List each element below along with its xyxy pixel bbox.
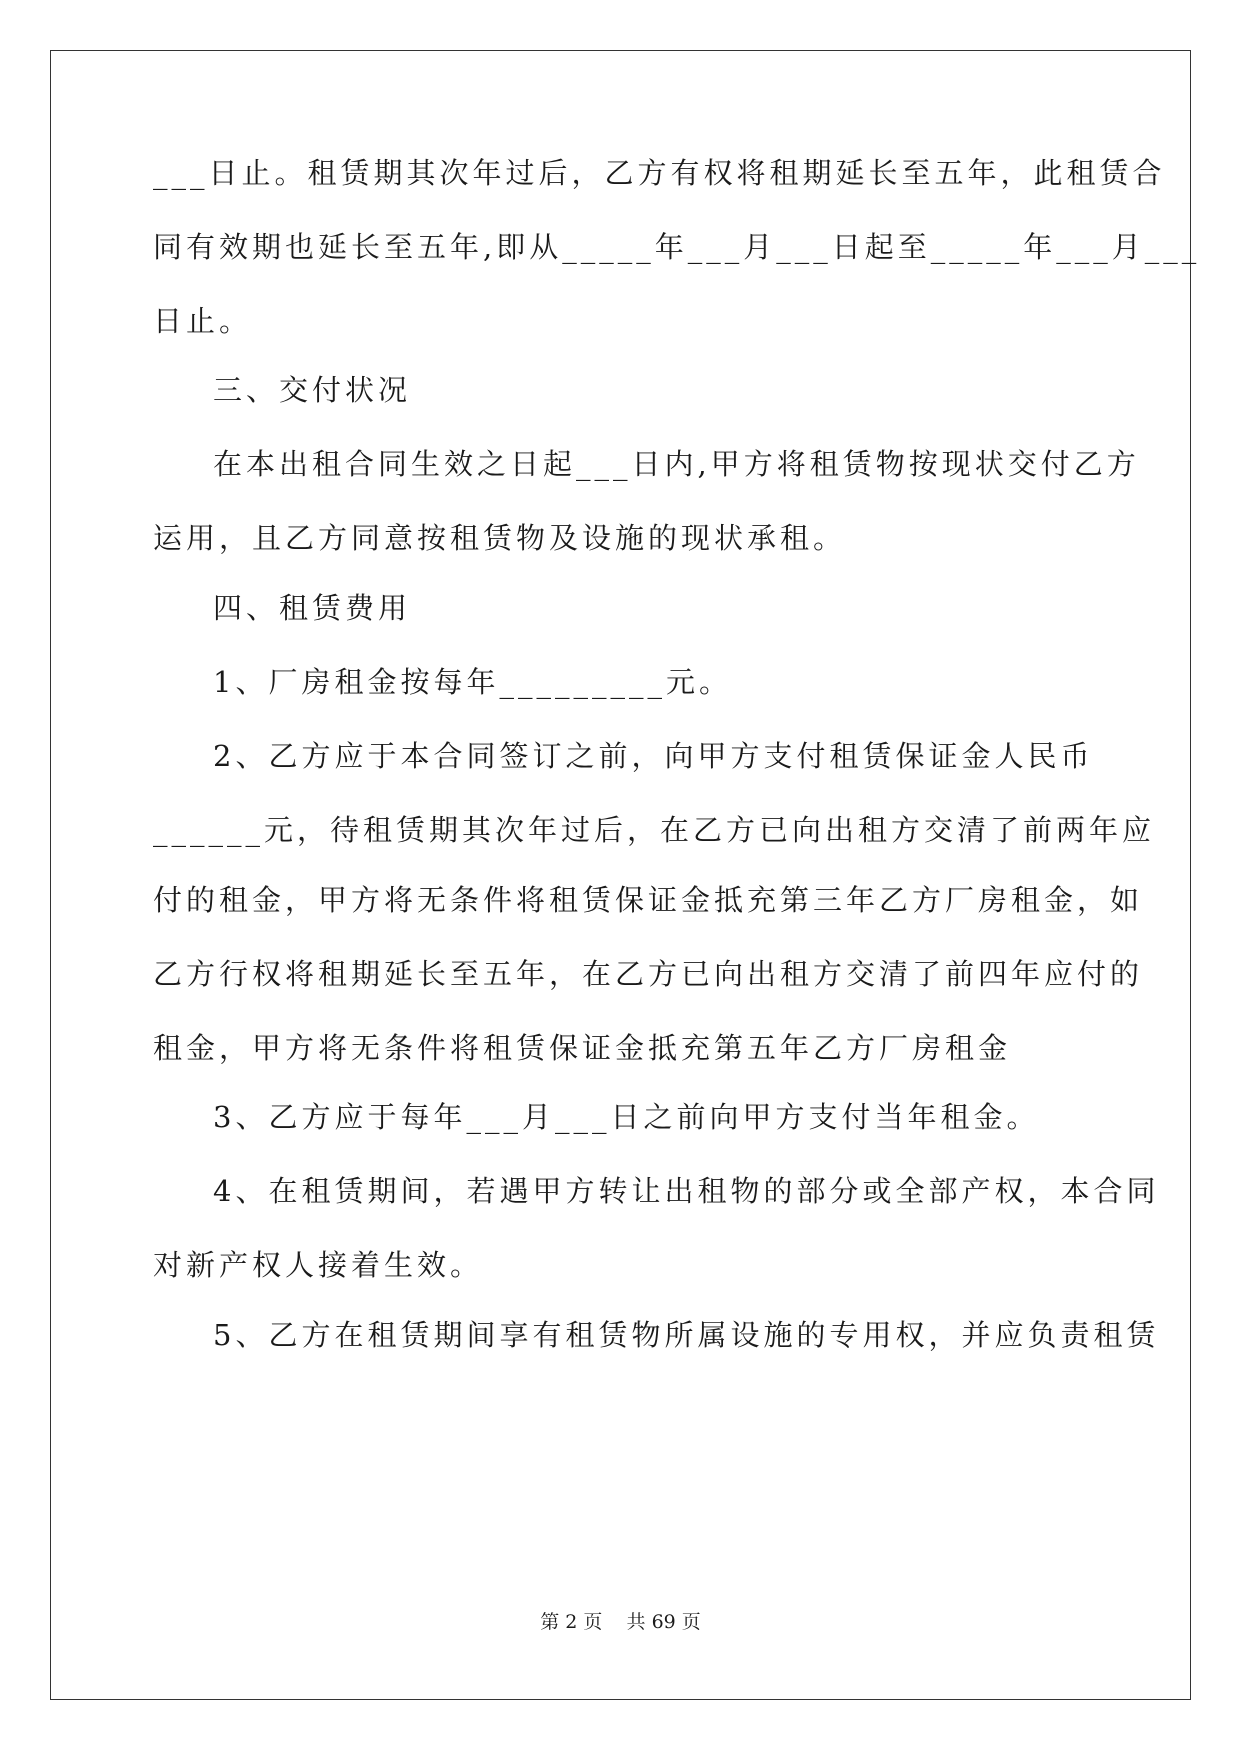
paragraph-line: 4、在租赁期间，若遇甲方转让出租物的部分或全部产权，本合同 xyxy=(213,1174,1160,1208)
section-heading: 四、租赁费用 xyxy=(213,591,412,625)
paragraph-line: 日止。 xyxy=(153,304,253,338)
paragraph-line: 运用，且乙方同意按租赁物及设施的现状承租。 xyxy=(153,521,847,555)
page-border xyxy=(50,50,1201,1700)
paragraph-line: 同有效期也延长至五年,即从_____年___月___日起至_____年___月___ xyxy=(153,230,1201,264)
paragraph-line: 1、厂房租金按每年_________元。 xyxy=(213,665,732,699)
paragraph-line: 对新产权人接着生效。 xyxy=(153,1248,484,1282)
section-heading: 三、交付状况 xyxy=(213,373,412,407)
paragraph-line: 5、乙方在租赁期间享有租赁物所属设施的专用权，并应负责租赁 xyxy=(213,1318,1160,1352)
paragraph-line: 租金，甲方将无条件将租赁保证金抵充第五年乙方厂房租金 xyxy=(153,1031,1012,1065)
paragraph-line: 3、乙方应于每年___月___日之前向甲方支付当年租金。 xyxy=(213,1100,1040,1134)
paragraph-line: 乙方行权将租期延长至五年，在乙方已向出租方交清了前四年应付的 xyxy=(153,957,1144,991)
paragraph-line: 付的租金，甲方将无条件将租赁保证金抵充第三年乙方厂房租金，如 xyxy=(153,883,1144,917)
paragraph-line: 在本出租合同生效之日起___日内,甲方将租赁物按现状交付乙方 xyxy=(213,447,1140,481)
paragraph-line: ___日止。租赁期其次年过后，乙方有权将租期延长至五年，此租赁合 xyxy=(153,156,1166,190)
page-number: 第 2 页 共 69 页 xyxy=(540,1611,701,1633)
paragraph-line: 2、乙方应于本合同签订之前，向甲方支付租赁保证金人民币 xyxy=(213,739,1094,773)
page-footer xyxy=(0,1610,1241,1634)
paragraph-line: ______元，待租赁期其次年过后，在乙方已向出租方交清了前两年应 xyxy=(153,813,1156,847)
